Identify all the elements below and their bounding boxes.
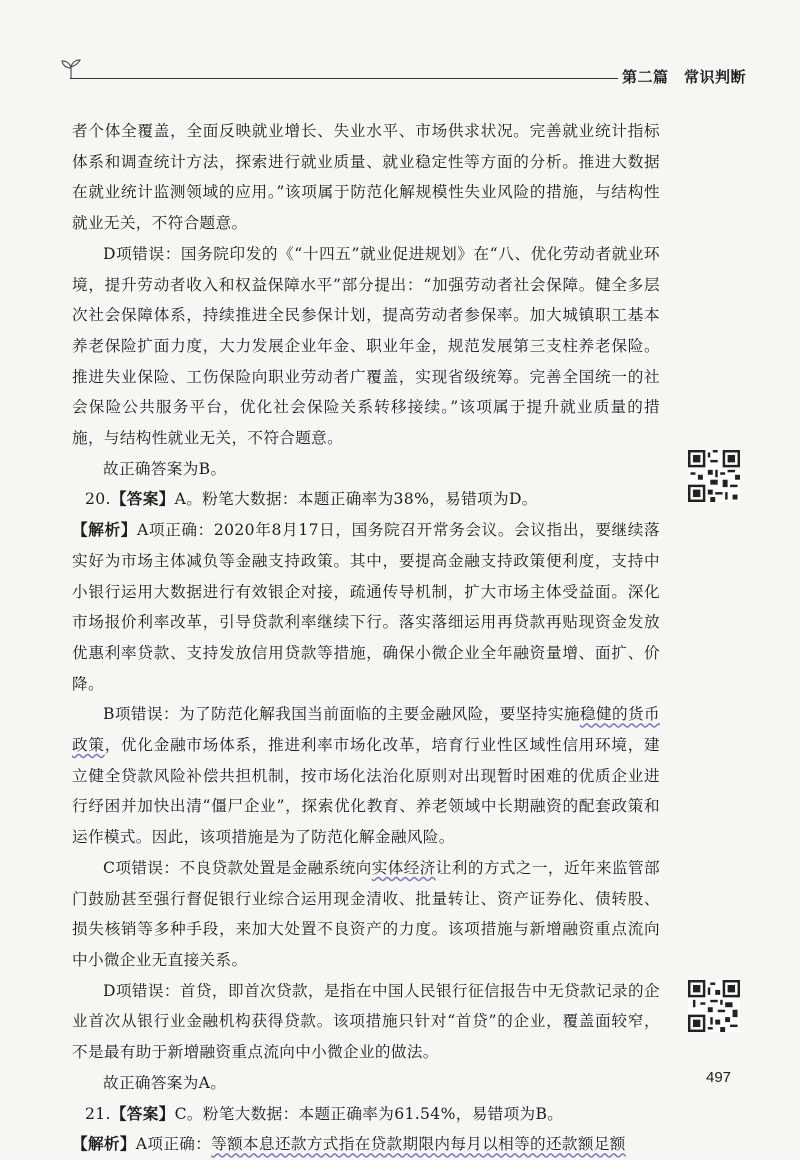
q20-option-c-text-2: 让利的方式之一，近年来监管部门鼓励甚至强行督促银行业综合运用现金清收、批量转让、资产证券化、债转股、损失核销等多种手段，来加大处置不良资产的力度。该项措施与新增融资重点流向中小微企业无直接关系。 (72, 858, 660, 969)
q20-answer-text: A。粉笔大数据：本题正确率为38%，易错项为D。 (174, 490, 538, 509)
q20-option-b (72, 699, 660, 853)
qr-code-icon[interactable] (688, 980, 740, 1032)
q21-answer-tag: 【答案】 (110, 1103, 175, 1123)
q20-option-b-highlight: 稳健的货币政策 (72, 705, 660, 755)
page-number: 497 (706, 1069, 732, 1086)
q20-analysis-tag: 【解析】 (72, 520, 137, 540)
q21-analysis-tag: 【解析】 (72, 1134, 136, 1154)
q20-option-c-text-1: C项错误：不良贷款处置是金融系统向 (103, 858, 372, 877)
page-content (72, 116, 660, 1160)
qr-code-icon[interactable] (688, 450, 740, 502)
q20-option-d: D项错误：首贷，即首次贷款，是指在中国人民银行征信报告中无贷款记录的企业首次从银行业金融机构获得贷款。该项措施只针对“首贷”的企业，覆盖面较窄，不是最有助于新增融资重点流向中小微企业的做法。 (72, 981, 660, 1062)
continued-paragraph: 者个体全覆盖，全面反映就业增长、失业水平、市场供求状况。完善就业统计指标体系和调查统计方法，探索进行就业质量、就业稳定性等方面的分析。推进大数据在就业统计监测领域的应用。”该项属于防范化解规模性失业风险的措施，与结构性就业无关，不符合题意。 (72, 122, 660, 233)
q21-analysis-a-text: A项正确： (135, 1135, 212, 1154)
q21-analysis-a (72, 1129, 660, 1160)
section-title: 第二篇 常识判断 (622, 68, 747, 86)
q21-analysis-highlight: 等额本息还款方式指在贷款期限内每月以相等的还款额足额 (211, 1135, 626, 1154)
q20-number: 20. (85, 490, 111, 509)
header-rule (70, 78, 618, 79)
q20-option-c (72, 853, 660, 976)
q20-option-b-text-2: ，优化金融市场体系，推进利率市场化改革，培育行业性区域性信用环境，建立健全贷款风险补偿共担机制，按市场化法治化原则对出现暂时困难的优质企业进行纾困并加快出清“僵尸企业”，探索优化教育、养老领域中长期融资的配套政策和运作模式。因此，该项措施是为了防范化解金融风险。 (72, 736, 661, 847)
q20-option-c-highlight: 实体经济 (371, 858, 436, 877)
q20-conclusion: 故正确答案为A。 (103, 1073, 227, 1092)
q21-number: 21. (85, 1104, 111, 1123)
q21-answer-text: C。粉笔大数据：本题正确率为61.54%，易错项为B。 (174, 1104, 564, 1123)
option-d-explanation-q19: D项错误：国务院印发的《“十四五”就业促进规划》在“八、优化劳动者就业环境，提升劳动者收入和权益保障水平”部分提出：“加强劳动者社会保障。健全多层次社会保障体系，持续推进全民参保计划，提高劳动者参保率。加大城镇职工基本养老保险扩面力度，大力发展企业年金、职业年金，规范发展第三支柱养老保险。推进失业保险、工伤保险向职业劳动者广覆盖，实现省级统筹。完善全国统一的社会保险公共服务平台，优化社会保险关系转移接续。”该项属于提升就业质量的措施，与结构性就业无关，不符合题意。 (72, 244, 660, 448)
answer-conclusion-q19: 故正确答案为B。 (103, 459, 227, 478)
page-header (0, 0, 800, 110)
q20-analysis-a (72, 515, 660, 699)
q21-answer-line (72, 1099, 660, 1130)
q20-option-b-text-1: B项错误：为了防范化解我国当前面临的主要金融风险，要坚持实施 (103, 705, 580, 724)
q20-answer-tag: 【答案】 (110, 489, 175, 509)
q20-analysis-a-text: A项正确：2020年8月17日，国务院召开常务会议。会议指出，要继续落实好为市场主体减负等金融支持政策。其中，要提高金融支持政策便利度，支持中小银行运用大数据进行有效银企对接，疏通传导机制，扩大市场主体受益面。深化市场报价利率改革，引导贷款利率继续下行。落实落细运用再贷款再贴现资金发放优惠利率贷款、支持发放信用贷款等措施，确保小微企业全年融资量增、面扩、价降。 (72, 521, 660, 693)
q20-answer-line (72, 484, 660, 515)
